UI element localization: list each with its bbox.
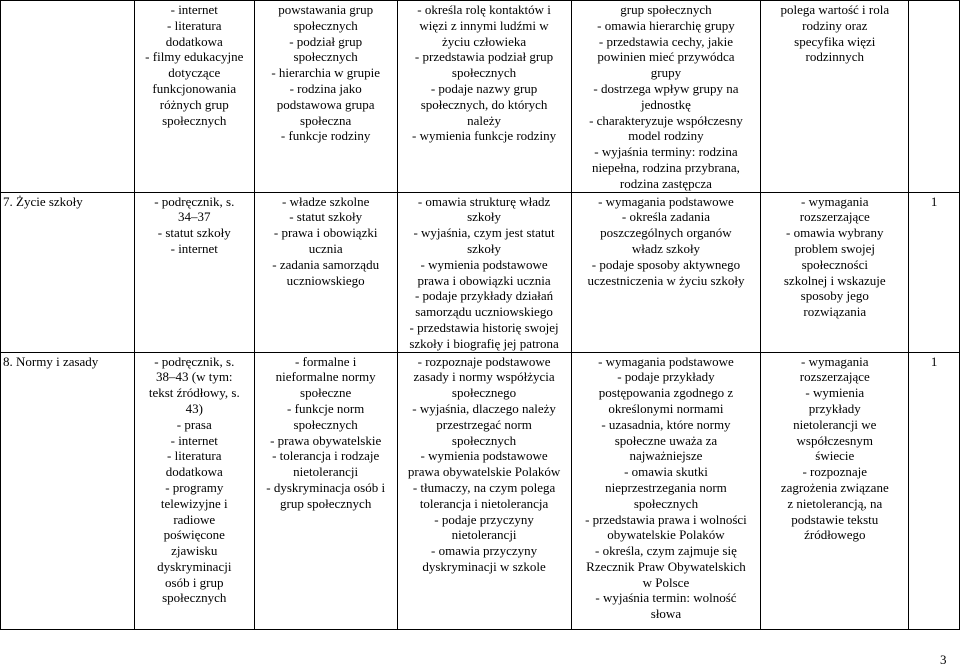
cell-line: radiowe — [173, 511, 216, 527]
cell-line: społecznych, do których — [420, 96, 548, 112]
cell-line: w Polsce — [642, 574, 690, 590]
sources-cell — [134, 352, 254, 629]
cell-line: niepełna, rodzina przybrana, — [591, 159, 740, 175]
topic-cell — [1, 1, 135, 193]
cell-line: grup społecznych — [279, 495, 372, 511]
cell-line: społecznego — [451, 385, 517, 401]
cell-line: - hierarchia w grupie — [271, 65, 380, 81]
cell-line: 34–37 — [178, 209, 211, 225]
topic-cell — [1, 352, 135, 629]
cell-line: uczestniczenia w życiu szkoły — [587, 272, 745, 288]
cell-line: prawa obywatelskie Polaków — [407, 464, 561, 480]
cell-line: społecznych — [293, 17, 358, 33]
cell-line: - podaje przykłady — [617, 369, 715, 385]
cell-line: - wyjaśnia, czym jest statut — [413, 225, 555, 241]
cell-line: społecznych — [293, 49, 358, 65]
cell-line: - filmy edukacyjne — [145, 49, 244, 65]
cell-line: szkoły — [467, 209, 502, 225]
cell-line: zasady i normy współżycia — [413, 369, 555, 385]
cell-line: - określa, czym zajmuje się — [595, 543, 737, 559]
cell-line: - podaje sposoby aktywnego — [591, 256, 741, 272]
cell-line: współczesnym — [796, 432, 874, 448]
cell-line: - wymagania podstawowe — [598, 193, 734, 209]
cell-line: słowa — [650, 606, 682, 622]
cell-line: obywatelskie Polaków — [607, 527, 725, 543]
additional-requirements-cell — [761, 1, 909, 193]
cell-line: poświęcone — [163, 527, 225, 543]
cell-line: - przedstawia historię swojej — [409, 319, 559, 335]
cell-line: zjawisku — [171, 543, 218, 559]
table-row — [1, 1, 960, 193]
page-number: 3 — [940, 652, 947, 667]
hours-cell — [909, 1, 960, 193]
cell-line: - formalne i — [294, 353, 357, 369]
cell-line: - wymagania — [801, 353, 869, 369]
content-cell — [254, 352, 397, 629]
cell-line: szkoły i biografię jej patrona — [409, 335, 559, 351]
cell-line: z nietolerancją, na — [787, 495, 883, 511]
cell-line: różnych grup — [159, 96, 229, 112]
cell-line: - rodzina jako — [289, 80, 362, 96]
cell-line: - przedstawia cechy, jakie — [598, 33, 734, 49]
cell-line: jednostkę — [641, 96, 691, 112]
sources-cell — [134, 1, 254, 193]
cell-line: - podaje przyczyny — [434, 511, 534, 527]
cell-line: - omawia przyczyny — [431, 543, 538, 559]
cell-line: świecie — [815, 448, 855, 464]
cell-line: postępowania zgodnego z — [598, 385, 734, 401]
cell-line: funkcjonowania — [152, 80, 237, 96]
cell-line: zagrożenia związane — [780, 479, 889, 495]
cell-line: więzi z innymi ludźmi w — [419, 17, 549, 33]
cell-line: rozszerzające — [799, 209, 870, 225]
cell-line: społeczne uważa za — [614, 432, 718, 448]
cell-line: - wyjaśnia termin: wolność — [595, 590, 737, 606]
cell-line: nietolerancji — [451, 527, 517, 543]
cell-line: - internet — [170, 2, 218, 17]
cell-line: rozszerzające — [799, 369, 870, 385]
cell-line: - wyjaśnia terminy: rodzina — [594, 144, 738, 160]
cell-line: społecznych — [162, 112, 227, 128]
cell-line: - władze szkolne — [281, 193, 370, 209]
content-cell — [254, 192, 397, 352]
cell-line: podstawowa grupa — [276, 96, 375, 112]
cell-line: ucznia — [308, 240, 343, 256]
basic-requirements-cell — [397, 192, 571, 352]
cell-line: - zadania samorządu — [272, 256, 380, 272]
cell-line: przykłady — [808, 400, 861, 416]
sources-cell — [134, 192, 254, 352]
cell-line: dyskryminacji — [157, 558, 232, 574]
cell-line: - internet — [170, 240, 218, 256]
cell-line: - funkcje norm — [287, 400, 365, 416]
cell-line: rodzinnych — [805, 49, 865, 65]
basic-requirements-cell — [397, 1, 571, 193]
cell-line: uczniowskiego — [286, 272, 365, 288]
cell-line: model rodziny — [628, 128, 704, 144]
cell-line: - podział grup — [289, 33, 363, 49]
cell-line: - omawia wybrany — [786, 225, 884, 241]
cell-line: - internet — [170, 432, 218, 448]
cell-line: nieformalne normy — [275, 369, 376, 385]
cell-line: - dostrzega wpływ grupy na — [593, 80, 739, 96]
cell-line: 43) — [185, 400, 203, 416]
cell-line: rodzina zastępcza — [619, 175, 712, 191]
cell-line: szkolnej i wskazuje — [783, 272, 886, 288]
cell-line: - podręcznik, s. — [154, 193, 235, 209]
cell-line: - omawia skutki — [624, 464, 708, 480]
cell-line: - uzasadnia, które normy — [601, 416, 731, 432]
cell-line: należy — [467, 112, 502, 128]
cell-line: - prawa i obowiązki — [273, 225, 378, 241]
cell-line: poszczególnych organów — [600, 225, 732, 241]
cell-line: - statut szkoły — [157, 225, 231, 241]
cell-line: tekst źródłowy, s. — [148, 385, 240, 401]
cell-line: grup społecznych — [620, 2, 712, 17]
cell-line: - charakteryzuje współczesny — [589, 112, 743, 128]
cell-line: - omawia hierarchię grupy — [597, 17, 735, 33]
cell-line: 8. Normy i zasady — [3, 353, 99, 369]
table-row — [1, 192, 960, 352]
hours-cell: 1 — [909, 192, 960, 352]
cell-line: prawa i obowiązki ucznia — [417, 272, 551, 288]
cell-line: społecznych — [451, 65, 517, 81]
extended-requirements-cell — [571, 192, 761, 352]
cell-line: sposoby jego — [800, 288, 869, 304]
cell-line: powstawania grup — [278, 2, 374, 17]
cell-line: powinien mieć przywódca — [597, 49, 735, 65]
cell-line: społecznych — [293, 416, 358, 432]
cell-line: - podaje przykłady działań — [414, 288, 554, 304]
cell-line: społecznych — [451, 432, 517, 448]
cell-line: - wymienia funkcje rodziny — [412, 128, 557, 144]
cell-line: problem swojej — [794, 240, 876, 256]
topic-cell — [1, 192, 135, 352]
cell-line: - przedstawia prawa i wolności — [585, 511, 747, 527]
cell-line: podstawie tekstu — [791, 511, 879, 527]
cell-line: osób i grup — [165, 574, 224, 590]
cell-line: - określa zadania — [621, 209, 710, 225]
cell-line: społeczna — [300, 112, 352, 128]
additional-requirements-cell — [761, 352, 909, 629]
cell-line: dodatkowa — [165, 33, 223, 49]
cell-line: - statut szkoły — [289, 209, 363, 225]
cell-line: społeczne — [300, 385, 352, 401]
cell-line: - wymagania — [801, 193, 869, 209]
cell-line: źródłowego — [804, 527, 866, 543]
basic-requirements-cell — [397, 352, 571, 629]
cell-line: - wymienia podstawowe — [420, 448, 548, 464]
hours-cell: 1 — [909, 352, 960, 629]
cell-line: - podaje nazwy grup — [430, 80, 538, 96]
extended-requirements-cell — [571, 352, 761, 629]
cell-line: - rozpoznaje — [802, 464, 868, 480]
cell-line: określonymi normami — [608, 400, 724, 416]
cell-line: nieprzestrzegania norm — [605, 479, 727, 495]
cell-line: dodatkowa — [165, 464, 223, 480]
cell-line: - funkcje rodziny — [280, 128, 371, 144]
cell-line: - tolerancja i rodzaje — [272, 448, 380, 464]
cell-line: samorządu uczniowskiego — [415, 304, 553, 320]
cell-line: - omawia strukturę władz — [417, 193, 551, 209]
cell-line: - wymienia podstawowe — [420, 256, 548, 272]
cell-line: - prasa — [176, 416, 212, 432]
cell-line: rozwiązania — [803, 304, 867, 320]
cell-line: życiu człowieka — [442, 33, 527, 49]
cell-line: - wymagania podstawowe — [598, 353, 734, 369]
cell-line: społecznych — [633, 495, 699, 511]
table-row — [1, 352, 960, 629]
extended-requirements-cell — [571, 1, 761, 193]
cell-line: - wymienia — [805, 385, 865, 401]
cell-line: tolerancja i nietolerancja — [419, 495, 549, 511]
cell-line: telewizyjne i — [160, 495, 228, 511]
cell-line: najważniejsze — [629, 448, 703, 464]
cell-line: władz szkoły — [631, 240, 701, 256]
cell-line: - dyskryminacja osób i — [266, 479, 386, 495]
cell-line: dotyczące — [168, 65, 221, 81]
cell-line: szkoły — [467, 240, 502, 256]
additional-requirements-cell — [761, 192, 909, 352]
cell-line: nietolerancji — [293, 464, 359, 480]
cell-line: - podręcznik, s. — [154, 353, 235, 369]
cell-line: społeczności — [801, 256, 868, 272]
cell-line: Rzecznik Praw Obywatelskich — [586, 558, 746, 574]
content-cell — [254, 1, 397, 193]
cell-line: rodziny oraz — [802, 17, 868, 33]
cell-line: - literatura — [167, 17, 222, 33]
cell-line: - określa rolę kontaktów i — [417, 2, 551, 17]
cell-line: - programy — [165, 479, 224, 495]
cell-line: - prawa obywatelskie — [270, 432, 382, 448]
cell-line: grupy — [650, 65, 682, 81]
cell-line: - literatura — [167, 448, 222, 464]
cell-line: - wyjaśnia, dlaczego należy — [412, 400, 556, 416]
cell-line: 7. Życie szkoły — [3, 193, 83, 209]
cell-line: 38–43 (w tym: — [155, 369, 233, 385]
cell-line: dyskryminacji w szkole — [422, 558, 546, 574]
cell-line: - rozpoznaje podstawowe — [417, 353, 551, 369]
cell-line: specyfika więzi — [794, 33, 876, 49]
cell-line: społecznych — [162, 590, 227, 606]
cell-line: nietolerancji we — [793, 416, 877, 432]
cell-line: - tłumaczy, na czym polega — [412, 479, 556, 495]
cell-line: przestrzegać norm — [436, 416, 532, 432]
cell-line: - przedstawia podział grup — [414, 49, 554, 65]
cell-line: polega wartość i rola — [780, 2, 890, 17]
